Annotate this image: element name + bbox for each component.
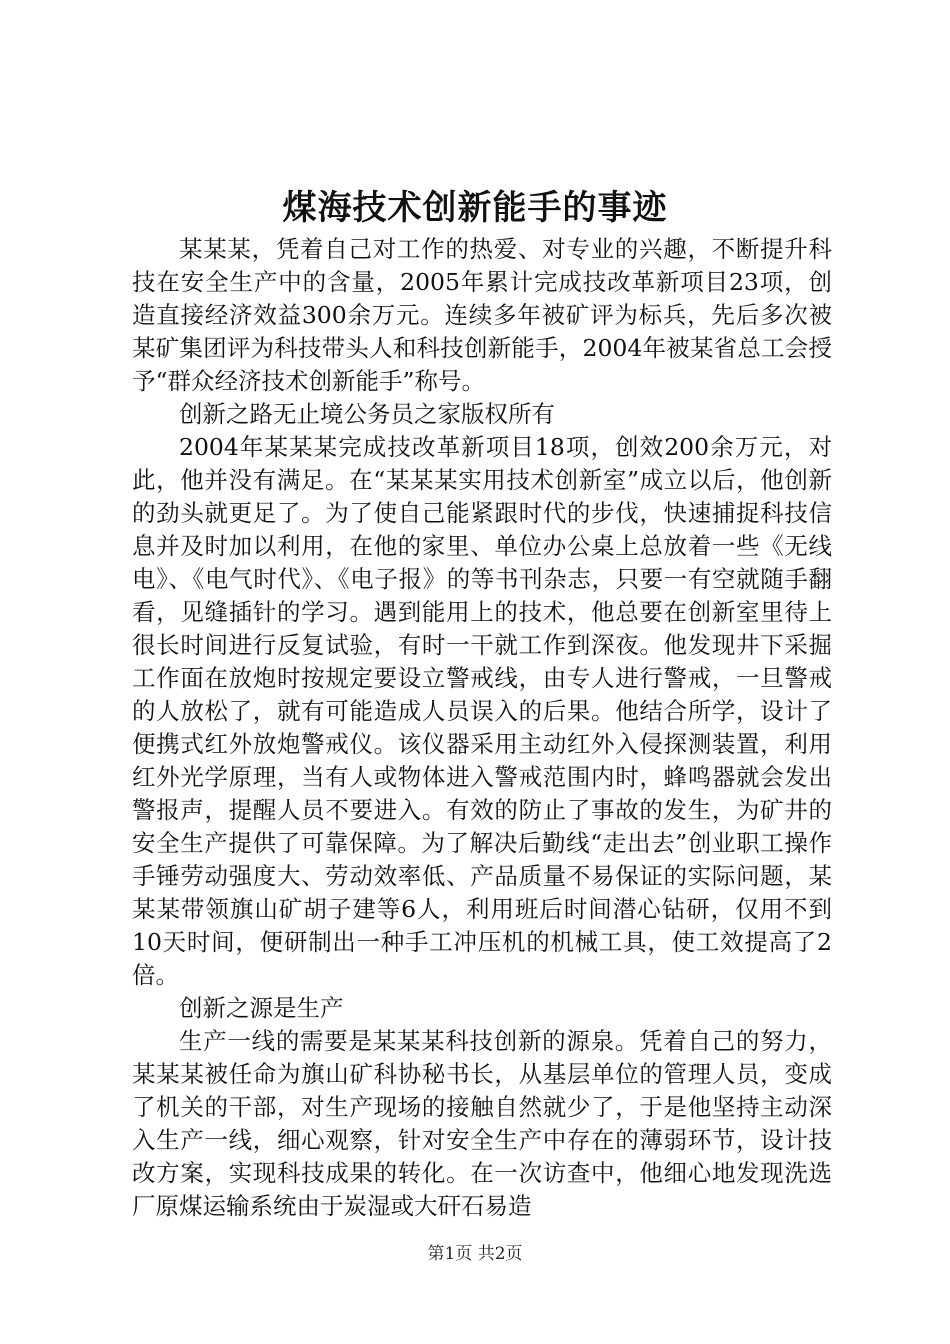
document-title: 煤海技术创新能手的事迹 (282, 188, 668, 228)
paragraph-intro: 某某某，凭着自己对工作的热爱、对专业的兴趣，不断提升科技在安全生产中的含量，2005年累计完成技改革新项目23项，创造直接经济效益300余万元。连续多年被矿评为标兵，先后多次被某矿集团评为科技带头人和科技创新能手，2004年被某省总工会授予“群众经济技术创新能手”称号。 (132, 235, 832, 395)
paragraph-innovation-road: 2004年某某某完成技改革新项目18项，创效200余万元，对此，他并没有满足。在“某某某实用技术创新室”成立以后，他创新的劲头就更足了。为了使自己能紧跟时代的步伐，快速捕捉科技信息并及时加以利用，在他的家里、单位办公桌上总放着一些《无线电》、《电气时代》、《电子报》的等书刊杂志，只要一有空就随手翻看，见缝插针的学习。遇到能用上的技术，他总要在创新室里待上很长时间进行反复试验，有时一干就工作到深夜。他发现井下采掘工作面在放炮时按规定要设立警戒线，由专人进行警戒，一旦警戒的人放松了，就有可能造成人员误入的后果。他结合所学，设计了便携式红外放炮警戒仪。该仪器采用主动红外入侵探测装置，利用红外光学原理，当有人或物体进入警戒范围内时，蜂鸣器就会发出警报声，提醒人员不要进入。有效的防止了事故的发生，为矿井的安全生产提供了可靠保障。为了解决后勤线“走出去”创业职工操作手锤劳动强度大、劳动效率低、产品质量不易保证的实际问题，某某某带领旗山矿胡子建等6人，利用班后时间潜心钻研，仅用不到10天时间，便研制出一种手工冲压机的机械工具，使工效提高了2倍。 (132, 433, 832, 989)
section-heading-2: 创新之源是生产 (179, 994, 344, 1022)
paragraph-innovation-source: 生产一线的需要是某某某科技创新的源泉。凭着自己的努力，某某某被任命为旗山矿科协秘书长，从基层单位的管理人员，变成了机关的干部，对生产现场的接触自然就少了，于是他坚持主动深入生产一线，细心观察，针对安全生产中存在的薄弱环节，设计技改方案，实现科技成果的转化。在一次访查中，他细心地发现洗选厂原煤运输系统由于炭湿或大矸石易造 (132, 1027, 832, 1220)
document-body (132, 233, 832, 1223)
page-footer: 第1页 共2页 (427, 1244, 523, 1264)
section-heading-1: 创新之路无止境公务员之家版权所有 (179, 400, 555, 428)
